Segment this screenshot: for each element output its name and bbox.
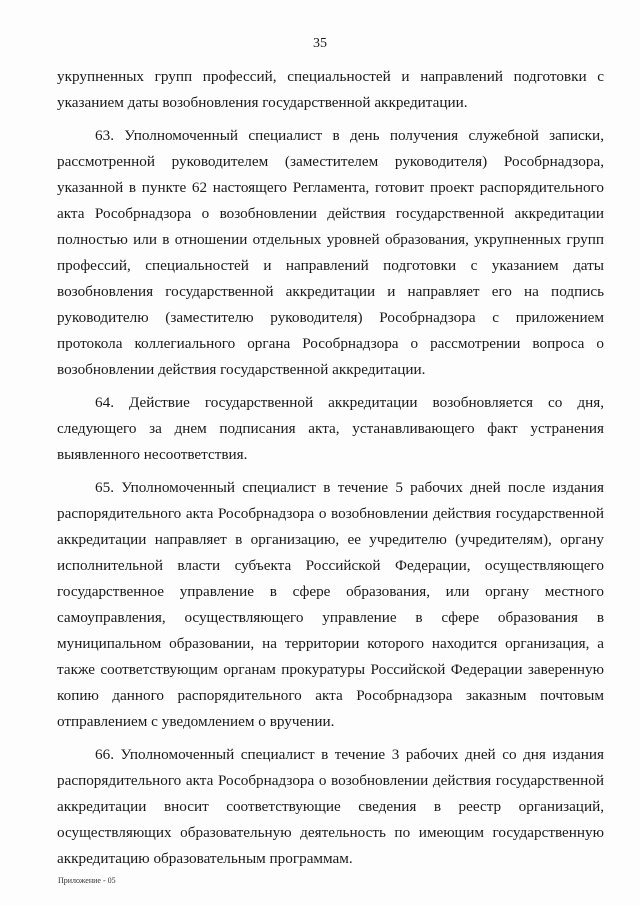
page-body	[57, 64, 604, 879]
paragraph-65: 65. Уполномоченный специалист в течение 5 рабочих дней после издания распорядительного акта Рособрнадзора о возобновлении действия государственной аккредитации направляет в организацию, ее учредителю (учредителям), органу исполнительной власти субъекта Российской Федерации, осуществляющего государственное управление в сфере образования, или органу местного самоуправления, осуществляющего управление в сфере образования в муниципальном образовании, на территории которого находится организация, а также соответствующим органам прокуратуры Российской Федерации заверенную копию данного распорядительного акта Рособрнадзора заказным почтовым отправлением с уведомлением о вручении.	[57, 479, 604, 730]
footer-note: Приложение - 05	[58, 876, 116, 885]
paragraph-66: 66. Уполномоченный специалист в течение 3 рабочих дней со дня издания распорядительного акта Рособрнадзора о возобновлении действия государственной аккредитации вносит соответствующие сведения в реестр организаций, осуществляющих образовательную деятельность по имеющим государственную аккредитацию образовательным программам.	[57, 746, 604, 867]
page-number: 35	[313, 36, 327, 51]
paragraph-continuation: укрупненных групп профессий, специальностей и направлений подготовки с указанием даты возобновления государственной аккредитации.	[57, 68, 604, 111]
paragraph-63: 63. Уполномоченный специалист в день получения служебной записки, рассмотренной руководителем (заместителем руководителя) Рособрнадзора, указанной в пункте 62 настоящего Регламента, готовит проект распорядительного акта Рособрнадзора о возобновлении действия государственной аккредитации полностью или в отношении отдельных уровней образования, укрупненных групп профессий, специальностей и направлений подготовки с указанием даты возобновления государственной аккредитации и направляет его на подпись руководителю (заместителю руководителя) Рособрнадзора с приложением протокола коллегиального органа Рособрнадзора о рассмотрении вопроса о возобновлении действия государственной аккредитации.	[57, 127, 604, 378]
paragraph-64: 64. Действие государственной аккредитации возобновляется со дня, следующего за днем подписания акта, устанавливающего факт устранения выявленного несоответствия.	[57, 394, 604, 463]
